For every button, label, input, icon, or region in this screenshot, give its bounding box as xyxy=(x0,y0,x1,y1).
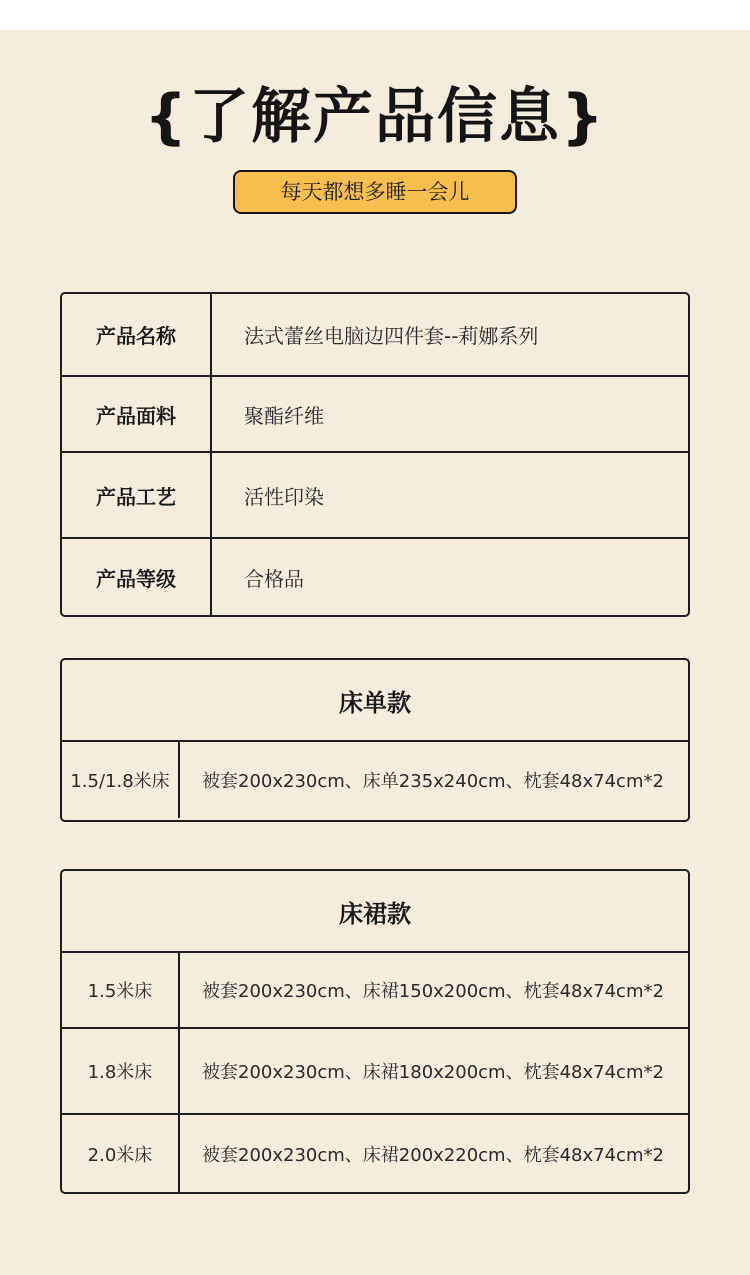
table-row xyxy=(62,1115,688,1192)
bed-size-label: 1.5米床 xyxy=(62,953,180,1027)
bed-size-label: 1.8米床 xyxy=(62,1029,180,1113)
table-row xyxy=(62,742,688,818)
skirt-set-table xyxy=(60,869,690,1194)
set-spec: 被套200x230cm、床裙200x220cm、枕套48x74cm*2 xyxy=(202,1144,664,1166)
table-row xyxy=(62,377,688,453)
table-row xyxy=(62,539,688,615)
sheet-set-table xyxy=(60,658,690,822)
table-row xyxy=(62,294,688,377)
set-spec: 被套200x230cm、床裙150x200cm、枕套48x74cm*2 xyxy=(202,981,664,1002)
table-row xyxy=(62,953,688,1029)
row-value: 活性印染 xyxy=(244,484,324,509)
product-info-table xyxy=(60,292,690,617)
row-value: 合格品 xyxy=(244,566,304,591)
table-title: 床单款 xyxy=(62,660,688,742)
table-row xyxy=(62,453,688,539)
slogan-badge: 每天都想多睡一会儿 xyxy=(233,170,517,214)
row-label: 产品名称 xyxy=(62,294,212,375)
row-value: 法式蕾丝电脑边四件套--莉娜系列 xyxy=(244,324,539,348)
set-spec: 被套200x230cm、床裙180x200cm、枕套48x74cm*2 xyxy=(202,1062,664,1083)
row-value: 聚酯纤维 xyxy=(244,403,324,428)
set-spec: 被套200x230cm、床单235x240cm、枕套48x74cm*2 xyxy=(202,771,664,792)
bed-size-label: 2.0米床 xyxy=(62,1115,180,1192)
row-label: 产品面料 xyxy=(62,377,212,451)
table-row xyxy=(62,1029,688,1115)
bed-size-label: 1.5/1.8米床 xyxy=(62,742,180,818)
row-label: 产品工艺 xyxy=(62,453,212,537)
table-title: 床裙款 xyxy=(62,871,688,953)
row-label: 产品等级 xyxy=(62,539,212,615)
page-title: {了解产品信息} xyxy=(144,82,606,152)
